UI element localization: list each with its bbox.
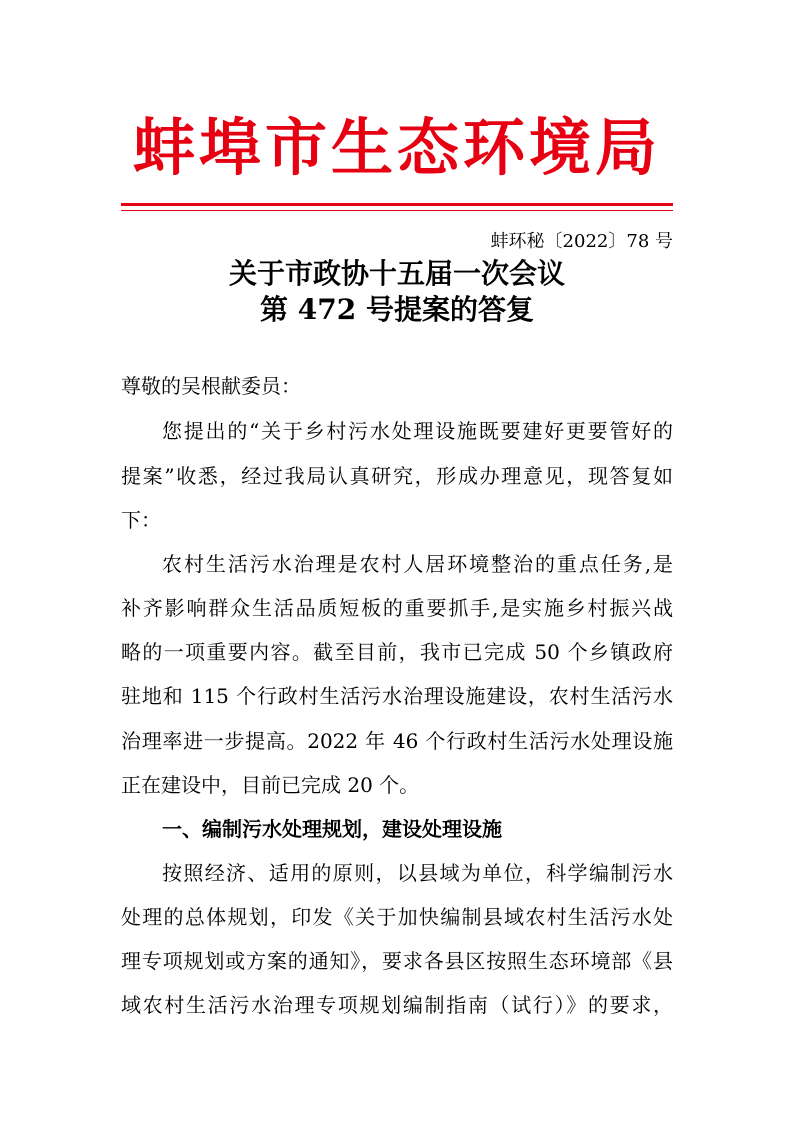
section-1-line: 按照经济、适用的原则，以县域为单位，科学编制污水 — [162, 861, 673, 885]
document-title-line-1: 关于市政协十五届一次会议 — [228, 257, 565, 290]
section-1-line: 理专项规划或方案的通知》，要求各县区按照生态环境部《县 — [121, 949, 673, 973]
section-1-line: 域农村生活污水治理专项规划编制指南（试行）》的要求， — [121, 993, 673, 1017]
masthead-rule-thin — [121, 210, 673, 211]
section-1-heading: 一、编制污水处理规划，建设处理设施 — [162, 817, 502, 841]
masthead-rule-thick — [121, 203, 673, 206]
salutation: 尊敬的吴根献委员： — [121, 374, 301, 398]
paragraph-2-line: 略的一项重要内容。截至目前，我市已完成 50 个乡镇政府 — [121, 640, 673, 664]
paragraph-1-line: 您提出的“关于乡村污水处理设施既要建好更要管好的 — [162, 419, 673, 443]
paragraph-2-line: 补齐影响群众生活品质短板的重要抓手,是实施乡村振兴战 — [121, 596, 673, 620]
document-title-line-2: 第 472 号提案的答复 — [260, 293, 534, 326]
paragraph-2-line: 农村生活污水治理是农村人居环境整治的重点任务,是 — [162, 552, 673, 576]
paragraph-2-line: 治理率进一步提高。2022 年 46 个行政村生活污水处理设施 — [121, 729, 673, 753]
masthead-org-name: 蚌埠市生态环境局 — [132, 111, 661, 184]
section-1-line: 处理的总体规划，印发《关于加快编制县域农村生活污水处 — [121, 905, 673, 929]
paragraph-2-line: 驻地和 115 个行政村生活污水治理设施建设，农村生活污水 — [121, 684, 673, 708]
paragraph-1-line: 下： — [121, 508, 161, 532]
document-number: 蚌环秘〔2022〕78 号 — [490, 231, 673, 252]
paragraph-1-line: 提案”收悉，经过我局认真研究，形成办理意见，现答复如 — [121, 464, 673, 488]
paragraph-2-line: 正在建设中，目前已完成 20 个。 — [121, 773, 420, 797]
